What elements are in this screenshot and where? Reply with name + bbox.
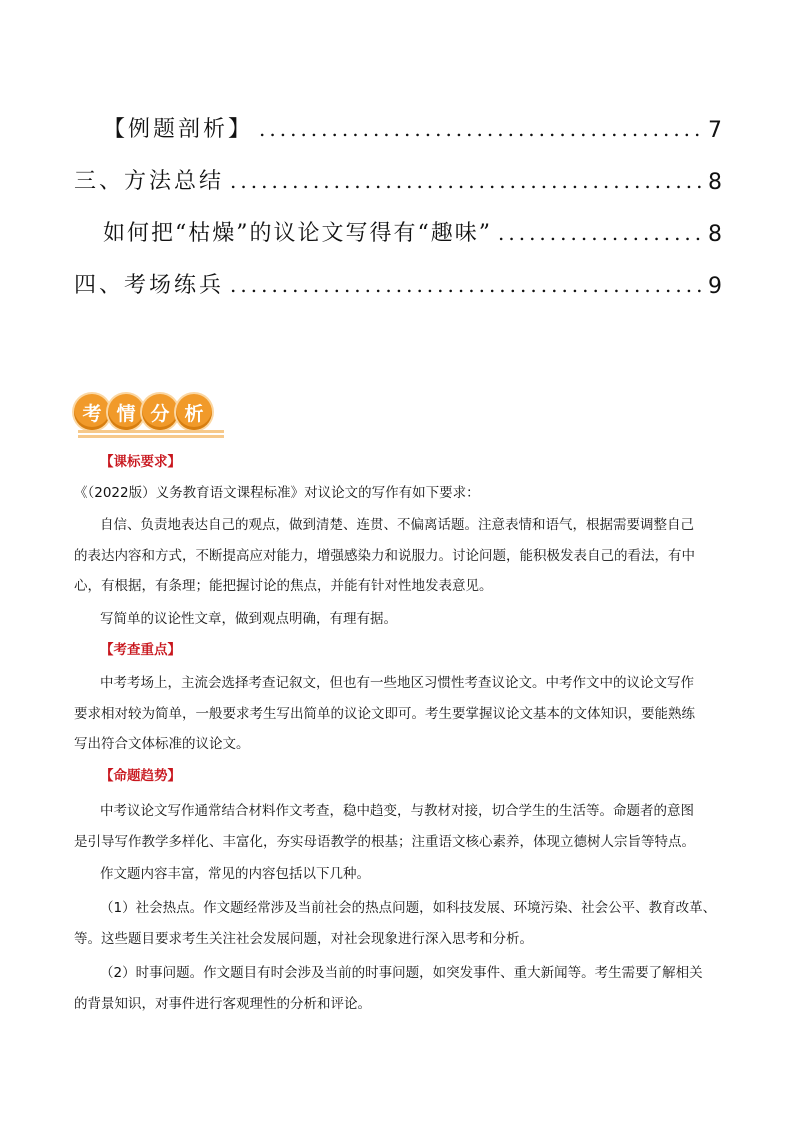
toc-entry[interactable] bbox=[0, 207, 794, 247]
toc-entry-title: 三、方法总结 bbox=[74, 169, 225, 194]
qushi-paragraph-3: （1）社会热点。作文题经常涉及当前社会的热点问题，如科技发展、环境污染、社会公平、教育改革、 等。这些题目要求考生关注社会发展问题，对社会现象进行深入思考和分析。 bbox=[74, 900, 717, 947]
toc-entry-page: 7 bbox=[708, 118, 722, 143]
kaocha-paragraph-1: 中考考场上，主流会选择考查记叙文，但也有一些地区习惯性考查议论文。中考作文中的议论文写作 要求相对较为简单，一般要求考生写出简单的议论文即可。考生要掌握议论文基本的文体知识，要能熟练 写出符合文体标准的议论文。 bbox=[74, 675, 695, 752]
toc-entry[interactable] bbox=[0, 259, 794, 299]
toc-leader-dots bbox=[230, 171, 702, 195]
banner-badge: 析 bbox=[176, 394, 212, 430]
toc-leader-dots bbox=[230, 275, 702, 299]
section-banner-kaoqing-fenxi bbox=[74, 387, 210, 437]
banner-badge: 情 bbox=[108, 394, 144, 430]
toc-entry-title: 如何把“枯燥”的议论文写得有“趣味” bbox=[103, 221, 492, 246]
toc-entry-title: 【例题剖析】 bbox=[103, 117, 254, 142]
toc-entry[interactable] bbox=[0, 103, 794, 143]
banner-badge: 分 bbox=[142, 394, 178, 430]
qushi-paragraph-2: 作文题内容丰富，常见的内容包括以下几种。 bbox=[100, 866, 370, 882]
qushi-paragraph-1: 中考议论文写作通常结合材料作文考查，稳中趋变，与教材对接，切合学生的生活等。命题者的意图 是引导写作教学多样化、丰富化，夯实母语教学的根基；注重语文核心素养，体现立德树人宗旨等特点。 bbox=[74, 803, 695, 850]
kebiao-paragraph-2: 自信、负责地表达自己的观点，做到清楚、连贯、不偏离话题。注意表情和语气，根据需要调整自己 的表达内容和方式，不断提高应对能力，增强感染力和说服力。讨论问题，能积极发表自己的看法，有中 心，有根据，有条理；能把握讨论的焦点，并能有针对性地发表意见。 bbox=[74, 517, 695, 594]
banner-badge: 考 bbox=[74, 394, 110, 430]
banner-underline-decoration bbox=[78, 430, 224, 438]
section-heading-kaocha: 【考查重点】 bbox=[100, 642, 181, 658]
toc-leader-dots bbox=[259, 119, 702, 143]
kebiao-paragraph-1: 《（2022版）义务教育语文课程标准》对议论文的写作有如下要求： bbox=[74, 485, 480, 501]
kebiao-paragraph-3: 写简单的议论性文章，做到观点明确，有理有据。 bbox=[100, 611, 397, 627]
toc-leader-dots bbox=[498, 223, 702, 247]
toc-entry-title: 四、考场练兵 bbox=[74, 273, 225, 298]
toc-entry[interactable] bbox=[0, 155, 794, 195]
section-heading-qushi: 【命题趋势】 bbox=[100, 768, 181, 784]
toc-entry-page: 8 bbox=[708, 170, 722, 195]
section-heading-kebiao: 【课标要求】 bbox=[100, 454, 181, 470]
toc-entry-page: 9 bbox=[708, 274, 722, 299]
toc-entry-page: 8 bbox=[708, 222, 722, 247]
qushi-paragraph-4: （2）时事问题。作文题目有时会涉及当前的时事问题，如突发事件、重大新闻等。考生需要了解相关 的背景知识，对事件进行客观理性的分析和评论。 bbox=[74, 965, 703, 1012]
